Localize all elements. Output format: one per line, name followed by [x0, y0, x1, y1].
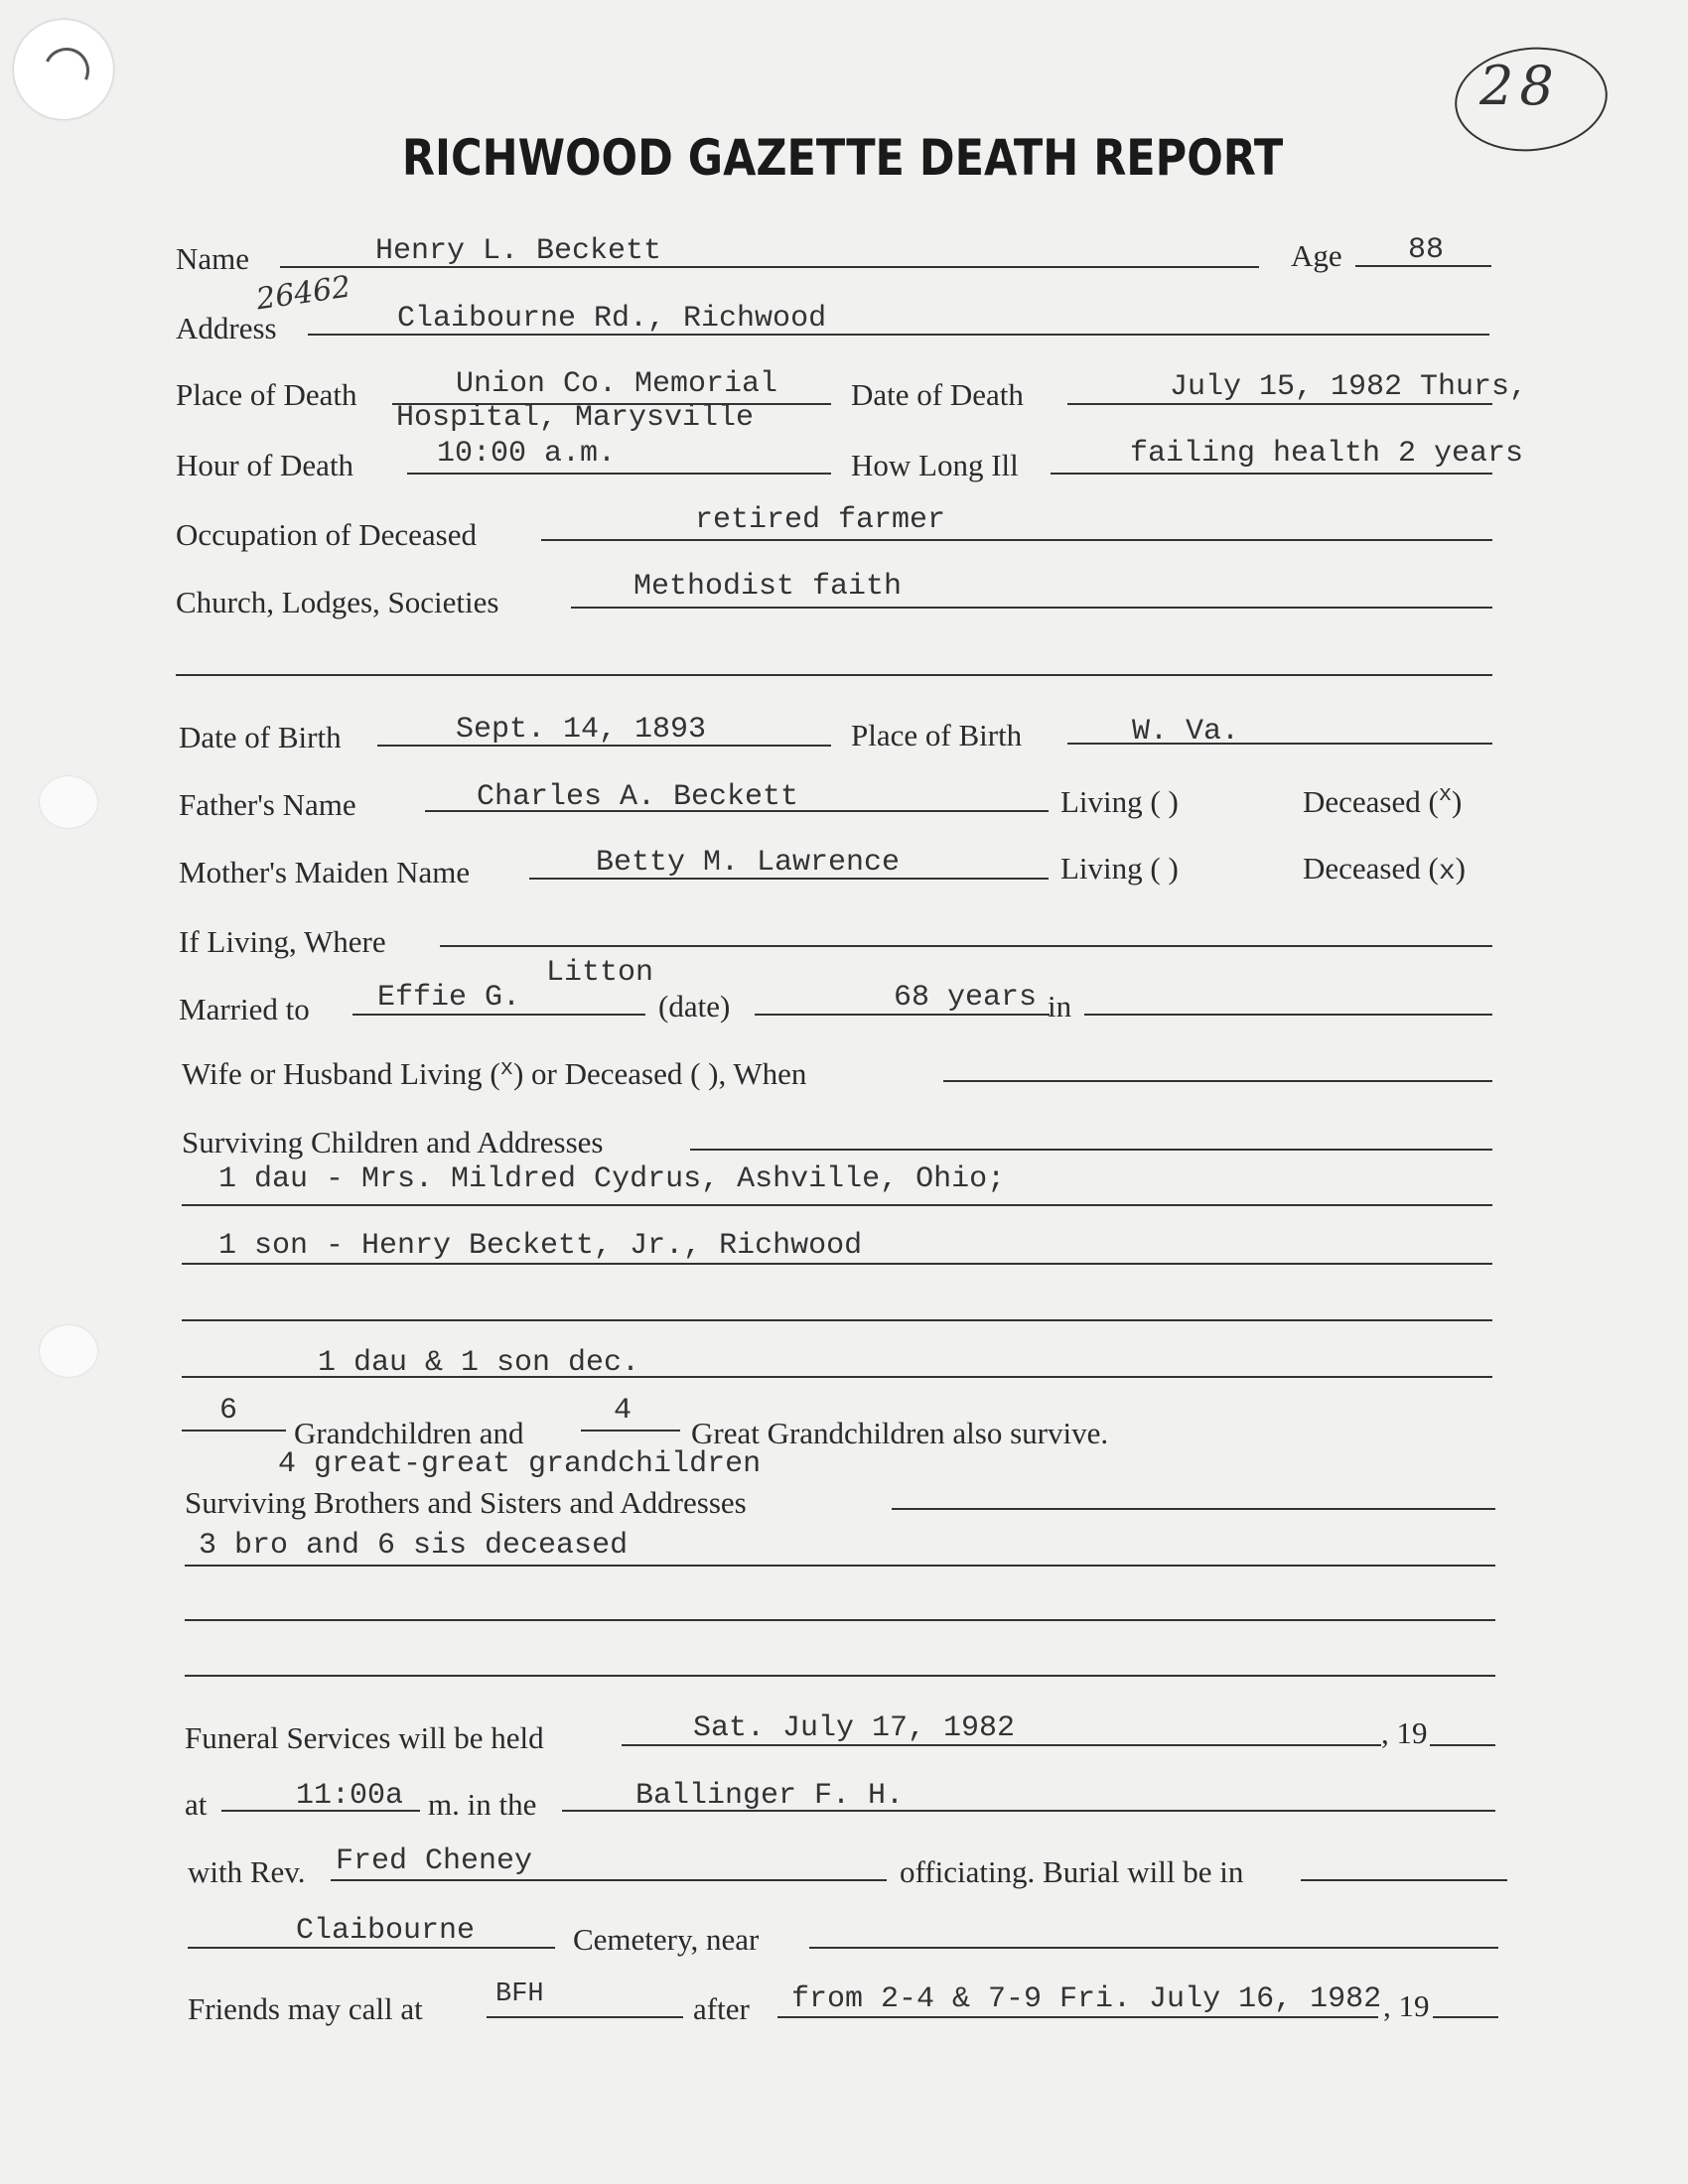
- date-of-death-value: July 15, 1982 Thurs,: [1170, 370, 1528, 404]
- age-value: 88: [1408, 233, 1445, 267]
- church-value: Methodist faith: [633, 570, 903, 604]
- funeral-date-value: Sat. July 17, 1982: [693, 1711, 1016, 1745]
- name-value: Henry L. Beckett: [375, 234, 662, 268]
- father-deceased-label: [1303, 784, 1462, 820]
- mother-deceased-close: ): [1455, 851, 1466, 886]
- punch-hole-middle: [40, 776, 97, 828]
- funeral-year-label: , 19: [1381, 1715, 1428, 1750]
- mother-deceased-mark: x: [1438, 857, 1456, 887]
- address-label: Address: [176, 311, 277, 345]
- date-of-birth-label: Date of Birth: [179, 720, 342, 754]
- cemetery-near-line: [809, 1947, 1498, 1949]
- burial-line: [1301, 1879, 1507, 1881]
- father-deceased-mark: x: [1438, 782, 1453, 807]
- corner-mark-text: 28: [1479, 55, 1560, 117]
- rev-line: [331, 1879, 887, 1881]
- funeral-label: Funeral Services will be held: [185, 1720, 544, 1755]
- surviving-children-label: Surviving Children and Addresses: [182, 1125, 604, 1160]
- church-label: Church, Lodges, Societies: [176, 585, 499, 619]
- punch-hole-top: [14, 20, 113, 119]
- place-of-death-value-1: Union Co. Memorial: [456, 367, 778, 401]
- married-to-label: Married to: [179, 992, 310, 1026]
- children-line-4-value: 1 dau & 1 son dec.: [318, 1346, 640, 1380]
- friends-year-line: [1433, 2016, 1498, 2018]
- funeral-m-in-the-label: m. in the: [428, 1787, 537, 1822]
- great-grandchildren-count: 4: [614, 1394, 633, 1428]
- friends-at-value: BFH: [495, 1979, 544, 2009]
- occupation-line: [541, 539, 1492, 541]
- mother-deceased-open: Deceased (: [1303, 851, 1439, 886]
- children-line-4: [182, 1376, 1492, 1378]
- how-long-ill-line: [1051, 473, 1492, 475]
- spouse-when-line: [943, 1080, 1492, 1082]
- married-to-value-2: Litton: [546, 956, 654, 990]
- funeral-time-value: 11:00a: [296, 1779, 404, 1813]
- hour-of-death-value: 10:00 a.m.: [437, 437, 617, 471]
- spouse-deceased-text: ) or Deceased ( ), When: [512, 1056, 807, 1091]
- friends-year-label: , 19: [1383, 1988, 1430, 2023]
- children-line-1-value: 1 dau - Mrs. Mildred Cydrus, Ashville, Ohio;: [218, 1162, 1006, 1196]
- spouse-living-text: Wife or Husband Living (: [182, 1056, 500, 1091]
- married-in-label: in: [1048, 989, 1072, 1024]
- hour-of-death-line: [407, 473, 831, 475]
- mother-living-label: Living ( ): [1060, 851, 1179, 886]
- funeral-year-line: [1430, 1744, 1495, 1746]
- punch-hole-lower: [40, 1325, 97, 1377]
- siblings-line-3: [185, 1675, 1495, 1677]
- cemetery-value: Claibourne: [296, 1914, 476, 1948]
- age-label: Age: [1291, 238, 1342, 273]
- funeral-at-label: at: [185, 1787, 208, 1822]
- friends-at-line: [487, 2016, 683, 2018]
- mother-deceased-label: [1303, 851, 1466, 887]
- siblings-line-2: [185, 1619, 1495, 1621]
- siblings-line: [892, 1508, 1495, 1510]
- children-line-1: [182, 1204, 1492, 1206]
- form-title: RICHWOOD GAZETTE DEATH REPORT: [401, 129, 1284, 187]
- father-deceased-open: Deceased (: [1303, 784, 1439, 819]
- friends-label: Friends may call at: [188, 1991, 423, 2026]
- date-of-birth-value: Sept. 14, 1893: [456, 713, 707, 747]
- children-line-2-value: 1 son - Henry Beckett, Jr., Richwood: [218, 1229, 863, 1263]
- children-line-3: [182, 1319, 1492, 1321]
- fathers-name-value: Charles A. Beckett: [477, 780, 799, 814]
- rev-label: with Rev.: [188, 1854, 306, 1889]
- surviving-children-line: [690, 1149, 1492, 1151]
- children-line-2: [182, 1263, 1492, 1265]
- if-living-where-label: If Living, Where: [179, 924, 386, 959]
- mothers-name-label: Mother's Maiden Name: [179, 855, 471, 889]
- hour-of-death-label: Hour of Death: [176, 448, 354, 482]
- father-deceased-close: ): [1452, 784, 1463, 819]
- great-grandchildren-line: [581, 1430, 680, 1432]
- if-living-where-line: [440, 945, 1492, 947]
- place-of-birth-label: Place of Birth: [851, 718, 1023, 752]
- church-extra-line: [176, 674, 1492, 676]
- fathers-name-label: Father's Name: [179, 787, 356, 822]
- cemetery-label: Cemetery, near: [573, 1922, 760, 1957]
- address-value: Claibourne Rd., Richwood: [397, 302, 827, 336]
- spouse-status-label: [182, 1056, 806, 1092]
- married-in-line: [1084, 1014, 1492, 1016]
- officiating-label: officiating. Burial will be in: [900, 1854, 1244, 1889]
- great-grandchildren-label: Great Grandchildren also survive.: [691, 1416, 1109, 1450]
- how-long-ill-value: failing health 2 years: [1130, 437, 1524, 471]
- friends-after-line: [777, 2016, 1378, 2018]
- grandchildren-count: 6: [219, 1394, 238, 1428]
- occupation-value: retired farmer: [695, 503, 946, 537]
- mothers-name-value: Betty M. Lawrence: [596, 846, 901, 880]
- place-of-birth-value: W. Va.: [1132, 715, 1240, 749]
- place-of-death-label: Place of Death: [176, 377, 357, 412]
- friends-after-value: from 2-4 & 7-9 Fri. July 16, 1982: [791, 1982, 1382, 2016]
- spouse-living-mark: x: [499, 1056, 513, 1081]
- married-date-label: (date): [658, 989, 731, 1024]
- grandchildren-line: [182, 1430, 286, 1432]
- how-long-ill-label: How Long Ill: [851, 448, 1019, 482]
- great-great-grandchildren-value: 4 great-great grandchildren: [278, 1447, 762, 1481]
- address-handwritten-note: 26462: [254, 269, 353, 318]
- rev-value: Fred Cheney: [336, 1844, 533, 1878]
- father-living-label: Living ( ): [1060, 784, 1179, 819]
- married-to-value-1: Effie G.: [377, 981, 521, 1015]
- church-line: [571, 607, 1492, 609]
- place-of-death-value-2: Hospital, Marysville: [396, 401, 755, 435]
- siblings-label: Surviving Brothers and Sisters and Addresses: [185, 1485, 747, 1520]
- name-label: Name: [176, 241, 250, 276]
- married-date-value: 68 years: [894, 981, 1038, 1015]
- date-of-death-label: Date of Death: [851, 377, 1024, 412]
- occupation-label: Occupation of Deceased: [176, 517, 477, 552]
- siblings-line-1-value: 3 bro and 6 sis deceased: [199, 1529, 629, 1563]
- friends-after-label: after: [693, 1991, 750, 2026]
- funeral-place-value: Ballinger F. H.: [635, 1779, 905, 1813]
- grandchildren-label: Grandchildren and: [294, 1416, 524, 1450]
- siblings-line-1: [185, 1565, 1495, 1567]
